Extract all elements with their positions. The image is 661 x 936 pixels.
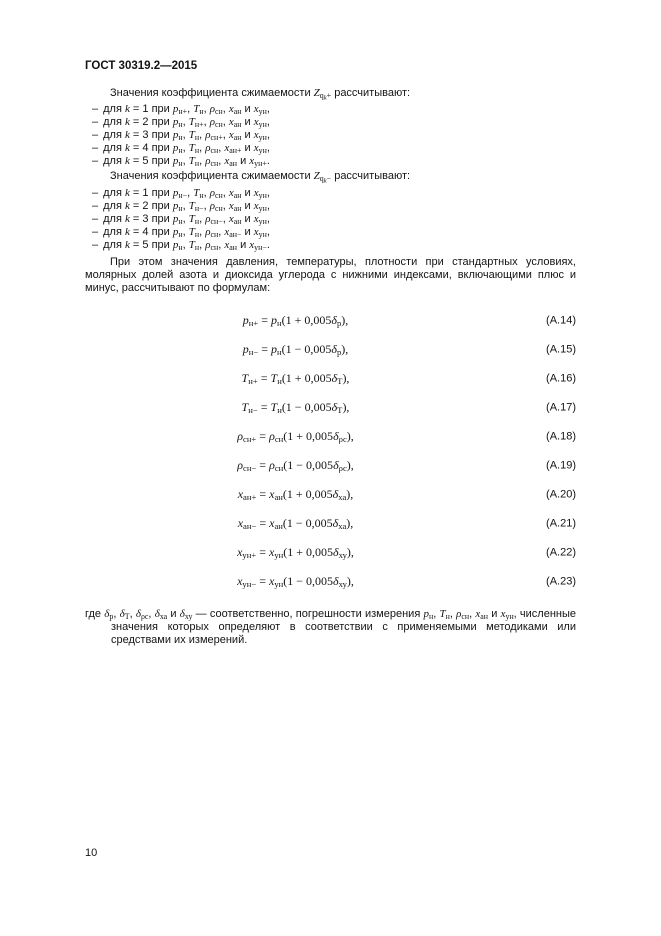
list-item-text: для k = 3 при pн, Tн, ρсн−, xан и xун, (103, 212, 270, 226)
intro-paragraph-plus: Значения коэффициента сжимаемости $Zq_k+$ рассчитывают: (110, 87, 411, 102)
formula-expression: Tн− = Tн(1 − 0,005δТ), (241, 400, 350, 416)
formula-expression: pн+ = pн(1 + 0,005δр), (242, 313, 349, 329)
list-item-text: для k = 2 при pн, Tн−, ρсн, xан и xун, (103, 199, 270, 213)
list-item (85, 187, 576, 200)
list-item (85, 129, 576, 142)
list-item-text: для k = 1 при pн+, Tн, ρсн, xан и xун, (103, 103, 270, 117)
formula-wrap (85, 516, 576, 531)
formula-expression: xун+ = xун(1 + 0,005δху), (237, 545, 354, 561)
list-item-text: для k = 5 при pн, Tн, ρсн, xан и xун−. (103, 238, 270, 252)
list-minus (85, 187, 576, 252)
dash-bullet: – (92, 212, 99, 225)
formula-block (85, 307, 576, 597)
list-item (85, 142, 576, 155)
formula-row (85, 510, 576, 539)
formula-row (85, 336, 576, 365)
list-item (85, 155, 576, 168)
list-item-text: для k = 2 при pн, Tн+, ρсн, xан и xун, (103, 116, 270, 130)
formula-label: (A.15) (546, 343, 576, 356)
formula-wrap (85, 313, 576, 328)
dash-bullet: – (92, 129, 99, 142)
formula-wrap (85, 400, 576, 415)
list-item-text: для k = 3 при pн, Tн, ρсн+, xан и xун, (103, 129, 270, 143)
list-item (85, 200, 576, 213)
formula-expression: xан− = xан(1 − 0,005δха), (237, 516, 354, 532)
formula-wrap (85, 429, 576, 444)
formula-expression: Tн+ = Tн(1 + 0,005δТ), (241, 371, 350, 387)
list-item-text: для k = 5 при pн, Tн, ρсн, xан и xун+. (103, 155, 270, 169)
formula-label: (A.16) (546, 372, 576, 385)
formula-expression: ρсн− = ρсн(1 − 0,005δρс), (237, 458, 354, 474)
formula-row (85, 394, 576, 423)
formula-wrap (85, 458, 576, 473)
where-paragraph: где δр, δТ, δρс, δха и δху — соответственно, погрешности измерения pн, Tн, ρсн, xан и xун, численные значения которых определяют в соответствии с применяемыми методиками или средствами их измерений. (85, 607, 577, 647)
list-item-text: для k = 4 при pн, Tн, ρсн, xан+ и xун, (103, 142, 270, 156)
formula-row (85, 539, 576, 568)
formula-row (85, 307, 576, 336)
formula-expression: ρсн+ = ρсн(1 + 0,005δρс), (237, 429, 354, 445)
formula-wrap (85, 342, 576, 357)
formula-expression: pн− = pн(1 − 0,005δр), (242, 342, 349, 358)
formula-wrap (85, 545, 576, 560)
formula-expression: xун− = xун(1 − 0,005δху), (237, 574, 354, 590)
list-item (85, 239, 576, 252)
dash-bullet: – (92, 238, 99, 251)
dash-bullet: – (92, 103, 99, 116)
formula-expression: xан+ = xан(1 + 0,005δха), (237, 487, 354, 503)
formula-row (85, 423, 576, 452)
formula-row (85, 568, 576, 597)
formula-label: (A.23) (546, 575, 576, 588)
formula-label: (A.22) (546, 546, 576, 559)
dash-bullet: – (92, 155, 99, 168)
list-item (85, 103, 576, 116)
dash-bullet: – (92, 225, 99, 238)
formula-row (85, 452, 576, 481)
formula-wrap (85, 574, 576, 589)
list-item (85, 116, 576, 129)
formulas-intro-paragraph: При этом значения давления, температуры, плотности при стандартных условиях, молярных долей азота и диоксида углерода с нижними индексами, включающими плюс и минус, рассчитывают по формулам: (85, 255, 576, 295)
intro-paragraph-minus: Значения коэффициента сжимаемости $Zq_k-$ рассчитывают: (110, 170, 411, 185)
formula-row (85, 365, 576, 394)
dash-bullet: – (92, 142, 99, 155)
list-plus (85, 103, 576, 168)
list-item (85, 226, 576, 239)
page-number: 10 (85, 847, 98, 859)
dash-bullet: – (92, 116, 99, 129)
formula-label: (A.19) (546, 459, 576, 472)
formula-label: (A.20) (546, 488, 576, 501)
doc-header (85, 60, 197, 74)
formula-label: (A.21) (546, 517, 576, 530)
dash-bullet: – (92, 199, 99, 212)
list-item-text: для k = 4 при pн, Tн, ρсн, xан− и xун, (103, 225, 270, 239)
formula-label: (A.14) (546, 314, 576, 327)
formula-row (85, 481, 576, 510)
doc-number: ГОСТ 30319.2—2015 (85, 60, 198, 72)
formula-label: (A.18) (546, 430, 576, 443)
list-item (85, 213, 576, 226)
list-item-text: для k = 1 при pн−, Tн, ρсн, xан и xун, (103, 186, 270, 200)
formula-wrap (85, 487, 576, 502)
formula-label: (A.17) (546, 401, 576, 414)
formula-wrap (85, 371, 576, 386)
dash-bullet: – (92, 186, 99, 199)
page-content (85, 85, 576, 647)
